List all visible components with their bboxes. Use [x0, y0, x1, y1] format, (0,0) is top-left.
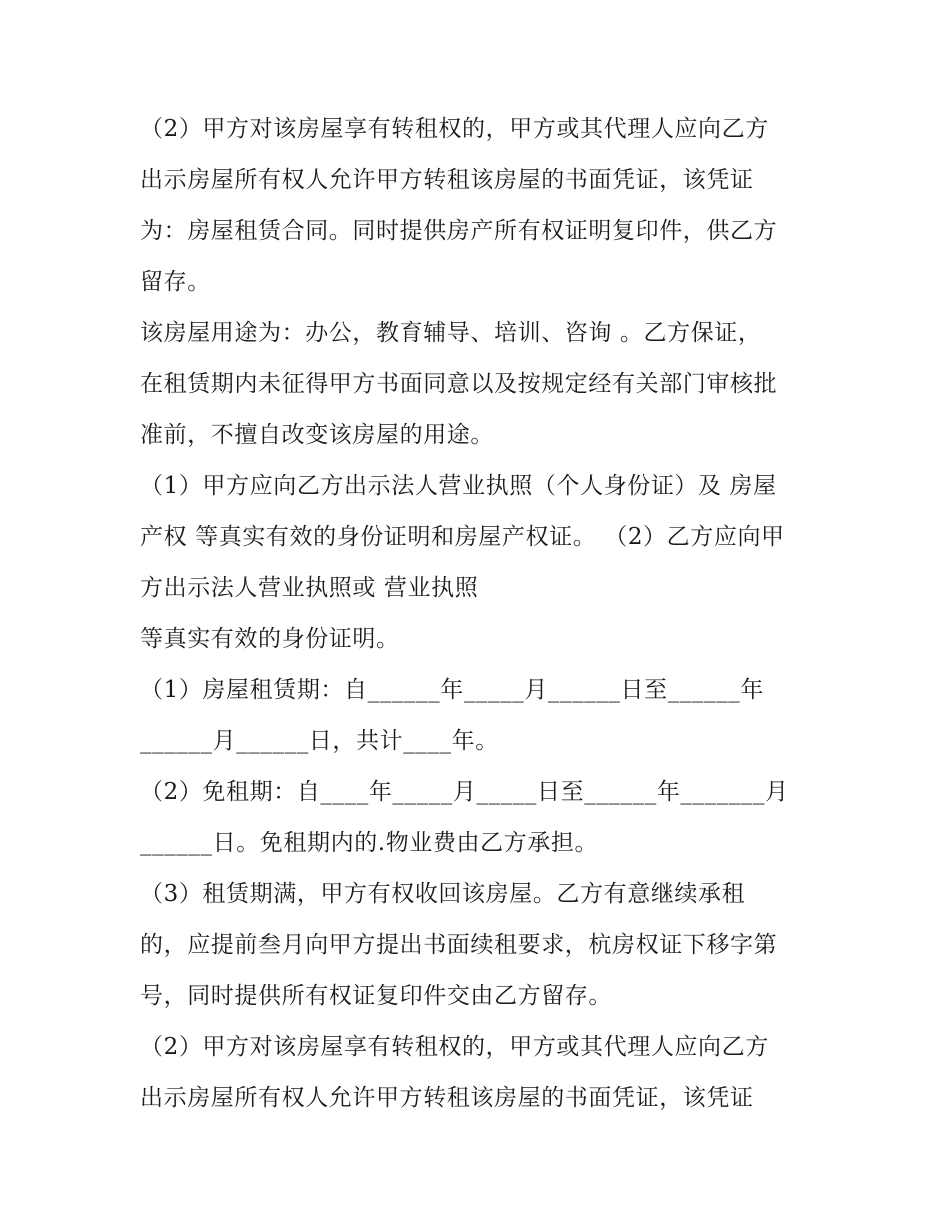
text-line: 方出示法人营业执照或 营业执照 — [140, 575, 479, 601]
text-line: （3）租赁期满，甲方有权收回该房屋。乙方有意继续承租 — [140, 881, 746, 907]
text-line: 产权 等真实有效的身份证明和房屋产权证。 （2）乙方应向甲 — [140, 524, 785, 550]
text-line: 的，应提前叁月向甲方提出书面续租要求，杭房权证下移字第 — [140, 932, 778, 958]
text-line: 等真实有效的身份证明。 — [140, 626, 400, 652]
text-line: 留存。 — [140, 269, 211, 295]
text-line: （2）甲方对该房屋享有转租权的，甲方或其代理人应向乙方 — [140, 116, 769, 142]
text-line: （2）甲方对该房屋享有转租权的，甲方或其代理人应向乙方 — [140, 1034, 769, 1060]
text-line: 准前，不擅自改变该房屋的用途。 — [140, 422, 494, 448]
text-line: 出示房屋所有权人允许甲方转租该房屋的书面凭证，该凭证 — [140, 167, 754, 193]
text-line: （1）甲方应向乙方出示法人营业执照（个人身份证）及 房屋 — [140, 473, 777, 499]
text-line: 号，同时提供所有权证复印件交由乙方留存。 — [140, 983, 612, 1009]
text-line: ______月______日，共计____年。 — [140, 728, 499, 754]
text-line: 为：房屋租赁合同。同时提供房产所有权证明复印件，供乙方 — [140, 218, 778, 244]
text-line: ______日。免租期内的.物业费由乙方承担。 — [140, 830, 599, 856]
text-line: （2）免租期：自____年_____月_____日至______年_______月 — [140, 779, 789, 805]
document-body — [140, 104, 820, 1124]
text-line: 在租赁期内未征得甲方书面同意以及按规定经有关部门审核批 — [140, 371, 778, 397]
text-line: （1）房屋租赁期：自______年_____月______日至______年 — [140, 677, 764, 703]
text-line: 出示房屋所有权人允许甲方转租该房屋的书面凭证，该凭证 — [140, 1085, 754, 1111]
text-line: 该房屋用途为：办公，教育辅导、培训、咨询 。乙方保证， — [140, 320, 762, 346]
